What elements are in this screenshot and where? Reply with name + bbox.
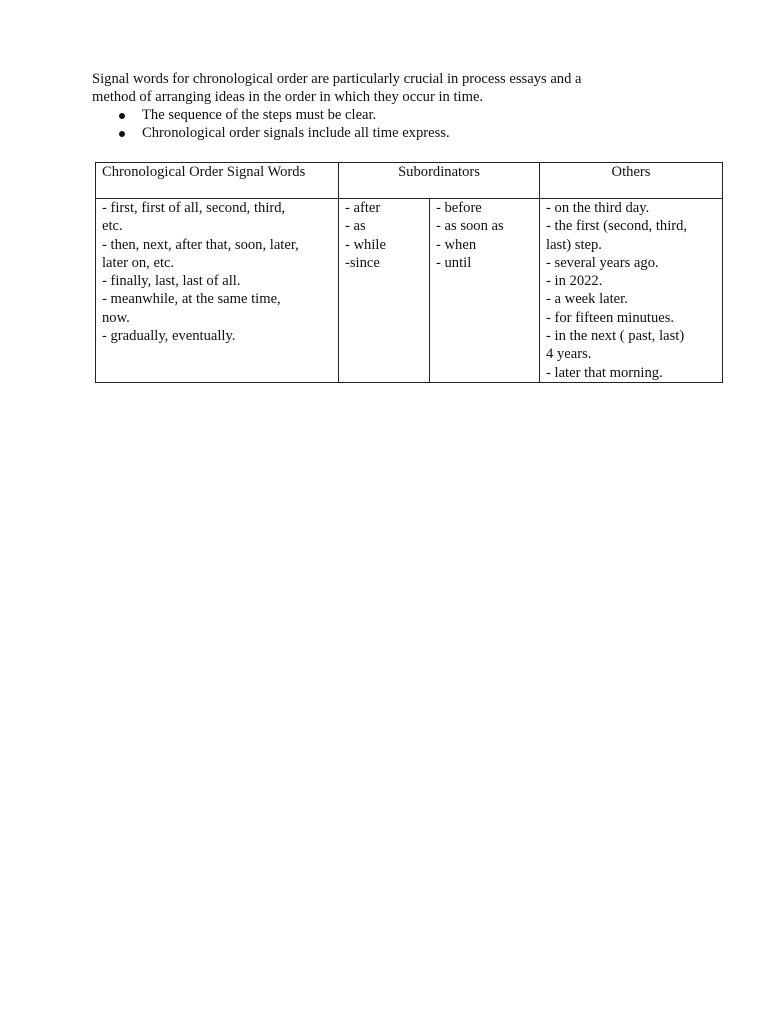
intro-line-1: Signal words for chronological order are particularly crucial in process essays and a xyxy=(92,71,582,87)
bullet-list xyxy=(92,106,450,143)
table-header-row xyxy=(96,163,723,199)
cell-line: - before xyxy=(436,200,482,216)
cell-line: - as xyxy=(345,218,366,235)
cell-line: - meanwhile, at the same time, xyxy=(102,291,281,308)
bullet-text: The sequence of the steps must be clear. xyxy=(142,107,377,123)
cell-line: - for fifteen minutues. xyxy=(546,309,675,326)
cell-line: - first, first of all, second, third, xyxy=(102,200,286,216)
bullet-item xyxy=(92,106,450,124)
cell-subordinators-b xyxy=(430,199,540,383)
cell-line: now. xyxy=(102,309,130,326)
cell-line: - on the third day. xyxy=(546,200,650,216)
cell-line: - until xyxy=(436,254,472,271)
cell-chronological xyxy=(96,199,339,383)
signal-words-table xyxy=(95,162,723,383)
cell-line: - later that morning. xyxy=(546,364,663,381)
cell-line: - gradually, eventually. xyxy=(102,328,236,345)
cell-line: - while xyxy=(345,236,386,253)
cell-others xyxy=(540,199,723,383)
header-chronological: Chronological Order Signal Words xyxy=(96,163,339,199)
table-row xyxy=(96,199,723,383)
bullet-icon xyxy=(119,131,125,137)
cell-line: - as soon as xyxy=(436,218,504,235)
cell-line: - after xyxy=(345,200,381,216)
cell-line: later on, etc. xyxy=(102,254,175,271)
cell-subordinators-a xyxy=(339,199,430,383)
cell-line: - finally, last, last of all. xyxy=(102,273,241,290)
cell-line: last) step. xyxy=(546,236,602,253)
cell-line: - in the next ( past, last) xyxy=(546,328,685,345)
cell-line: 4 years. xyxy=(546,346,592,363)
intro-paragraph xyxy=(92,70,692,107)
cell-line: - then, next, after that, soon, later, xyxy=(102,236,299,253)
cell-line: - in 2022. xyxy=(546,273,603,290)
bullet-icon xyxy=(119,113,125,119)
cell-line: - when xyxy=(436,236,477,253)
header-subordinators: Subordinators xyxy=(339,163,540,199)
cell-line: etc. xyxy=(102,218,123,235)
cell-line: - the first (second, third, xyxy=(546,218,688,235)
bullet-item xyxy=(92,124,450,142)
cell-line: - several years ago. xyxy=(546,254,659,271)
bullet-text: Chronological order signals include all time express. xyxy=(142,125,450,142)
cell-line: - a week later. xyxy=(546,291,628,308)
intro-line-2: method of arranging ideas in the order in which they occur in time. xyxy=(92,89,484,106)
header-others: Others xyxy=(540,163,723,199)
cell-line: -since xyxy=(345,254,380,271)
